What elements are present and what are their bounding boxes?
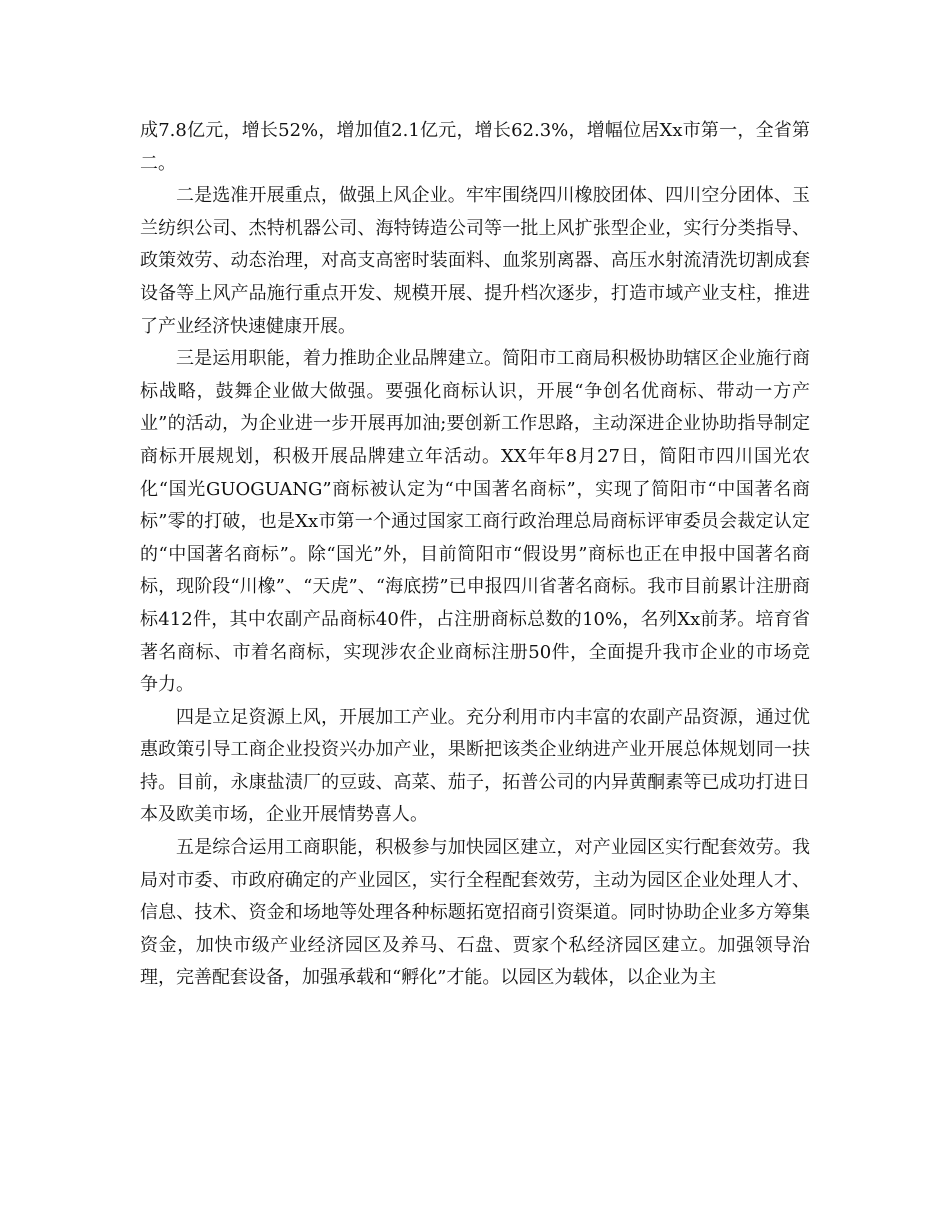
paragraph-industrial-parks: 五是综合运用工商职能，积极参与加快园区建立，对产业园区实行配套效劳。我局对市委、市政府确定的产业园区，实行全程配套效劳，主动为园区企业处理人才、信息、技术、资金和场地等处理各种标题拓宽招商引资渠道。同时协助企业多方筹集资金，加快市级产业经济园区及养马、石盘、贾家个私经济园区建立。加强领导治理，完善配套设备，加强承载和“孵化”才能。以园区为载体，以企业为主 [140, 837, 810, 989]
document-page [140, 115, 810, 995]
paragraph-key-enterprises: 二是选准开展重点，做强上风企业。牢牢围绕四川橡胶团体、四川空分团体、玉兰纺织公司、杰特机器公司、海特铸造公司等一批上风扩张型企业，实行分类指导、政策效劳、动态治理，对高支高密时装面料、血浆别离器、高压水射流清洗切割成套设备等上风产品施行重点开发、规模开展、提升档次逐步，打造市域产业支柱，推进了产业经济快速健康开展。 [140, 185, 810, 337]
paragraph-processing-industry: 四是立足资源上风，开展加工产业。充分利用市内丰富的农副产品资源，通过优惠政策引导工商企业投资兴办加产业，果断把该类企业纳进产业开展总体规划同一扶持。目前，永康盐渍厂的豆豉、高菜、茄子，拓普公司的内异黄酮素等已成功打进日本及欧美市场，企业开展情势喜人。 [140, 706, 810, 826]
paragraph-continuation: 成7.8亿元，增长52%，增加值2.1亿元，增长62.3%，增幅位居Xx市第一，全省第二。 [140, 120, 810, 174]
paragraph-brand-building: 三是运用职能，着力推助企业品牌建立。简阳市工商局积极协助辖区企业施行商标战略，鼓舞企业做大做强。要强化商标认识，开展“争创名优商标、带动一方产业”的活动，为企业进一步开展再加油;要创新工作思路，主动深进企业协助指导制定商标开展规划，积极开展品牌建立年活动。XX年年8月27日，简阳市四川国光农化“国光GUOGUANG”商标被认定为“中国著名商标”，实现了简阳市“中国著名商标”零的打破，也是Xx市第一个通过国家工商行政治理总局商标评审委员会裁定认定的“中国著名商标”。除“国光”外，目前简阳市“假设男”商标也正在申报中国著名商标，现阶段“川橡”、“天虎”、“海底捞”已申报四川省著名商标。我市目前累计注册商标412件，其中农副产品商标40件，占注册商标总数的10%，名列Xx前茅。培育省著名商标、市着名商标，实现涉农企业商标注册50件，全面提升我市企业的市场竞争力。 [140, 348, 810, 696]
